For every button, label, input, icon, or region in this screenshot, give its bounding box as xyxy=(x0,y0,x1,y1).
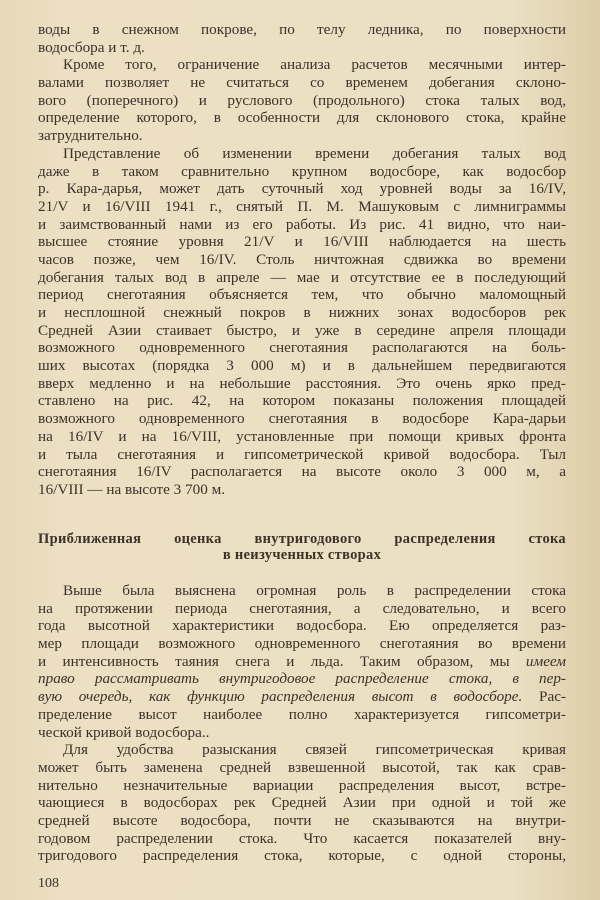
text-segment: и несплошной снежный покров в нижних зонах водосборов рек xyxy=(38,304,566,321)
text-line xyxy=(38,74,566,92)
text-segment: пределение высот наиболее полно характеризуется гипсометри- xyxy=(38,705,566,723)
text-line xyxy=(38,830,566,848)
text-segment: определение которого, в особенности для склонового стока, крайне xyxy=(38,109,566,127)
text-segment: возможного одновременного снеготаяния в водосборе Кара-дарьи xyxy=(38,410,566,428)
text-segment: Для удобства разыскания связей гипсометрическая кривая xyxy=(63,741,566,759)
text-section-2 xyxy=(38,582,566,865)
text-segment: и тыла снеготаяния и гипсометрической кривой водосбора. Тыл xyxy=(38,445,566,463)
text-segment: возможного одновременного снеготаяния располагаются на боль- xyxy=(38,339,566,357)
text-line xyxy=(38,724,566,742)
text-segment: ставлено на рис. 42, на котором показаны положения площадей xyxy=(38,392,566,410)
text-line xyxy=(38,741,566,759)
text-line xyxy=(38,392,566,410)
text-line xyxy=(38,39,566,57)
text-segment: 16/VIII — на высоте 3 700 м. xyxy=(38,480,226,498)
text-segment: нительно незначительные вариации распределения высот, встре- xyxy=(38,776,566,794)
page-number: 108 xyxy=(38,876,59,891)
text-line xyxy=(38,582,566,600)
text-line xyxy=(38,180,566,198)
text-segment: года высотной характеристики водосбора. Ею определяется раз- xyxy=(38,617,566,635)
italic-text: имеем xyxy=(525,652,566,670)
text-segment: может быть заменена средней взвешенной высотой, так как срав- xyxy=(38,758,566,776)
text-line xyxy=(38,269,566,287)
text-line xyxy=(38,463,566,481)
heading-line-2: в неизученных створах xyxy=(222,547,382,563)
text-segment: добегания талых вод в апреле — мае и отсутствие ее в последующий xyxy=(38,268,566,286)
text-segment: даже в таком сравнительно крупном водосборе, как водосбор xyxy=(38,162,566,180)
text-line xyxy=(38,688,566,706)
text-segment: затруднительно. xyxy=(38,127,143,145)
text-line xyxy=(38,92,566,110)
text-line xyxy=(38,410,566,428)
italic-text: вую очередь, как функцию распределения высот в водосборе. xyxy=(38,688,523,706)
text-segment: и заимствованный нами из его работы. Из рис. 41 видно, что наи- xyxy=(38,215,566,233)
text-line xyxy=(38,233,566,251)
text-segment: р. Кара-дарья, может дать суточный ход уровней воды за 16/IV, xyxy=(38,180,566,198)
text-segment: вого (поперечного) и руслового (продольного) стока талых вод, xyxy=(38,91,566,109)
text-line xyxy=(38,759,566,777)
text-segment: валами позволяет не считаться со временем добегания склоно- xyxy=(38,74,566,92)
text-line xyxy=(38,286,566,304)
text-segment: часов позже, чем 16/IV. Столь ничтожная сдвижка во времени xyxy=(38,250,566,268)
text-line xyxy=(38,304,566,322)
text-line xyxy=(38,375,566,393)
text-segment: Рас- xyxy=(522,688,566,706)
text-line xyxy=(38,635,566,653)
text-line xyxy=(38,127,566,145)
text-line xyxy=(38,21,566,39)
text-segment: вверх медленно и на небольшие расстояния. Это очень ярко пред- xyxy=(38,374,566,392)
text-segment: и интенсивность таяния снега и льда. Таким образом, мы xyxy=(38,652,526,670)
text-segment: годовом распределении стока. Что касается показателей вну- xyxy=(38,829,566,847)
text-line xyxy=(38,481,566,499)
text-section-1 xyxy=(38,21,566,499)
text-line xyxy=(38,163,566,181)
text-line xyxy=(38,670,566,688)
text-line xyxy=(38,428,566,446)
text-segment: снеготаяния 16/IV располагается на высоте около 3 000 м, а xyxy=(38,463,566,481)
text-line xyxy=(38,777,566,795)
text-segment: Кроме того, ограничение анализа расчетов месячными интер- xyxy=(63,56,566,74)
text-segment: средней высоте водосбора, почти не сказываются на внутри- xyxy=(38,811,566,829)
text-segment: чающиеся в водосборах рек Средней Азии при одной и той же xyxy=(38,794,566,812)
text-segment: воды в снежном покрове, по телу ледника, по поверхности xyxy=(38,21,566,38)
text-line xyxy=(38,706,566,724)
text-line xyxy=(38,109,566,127)
text-segment: тригодового распределения стока, которые, с одной стороны, xyxy=(38,847,566,865)
italic-text: право рассматривать внутригодовое распределение стока, в пер- xyxy=(38,670,566,688)
text-segment: 21/V и 16/VIII 1941 г., снятый П. М. Машуковым с лимниграммы xyxy=(38,197,566,215)
text-segment: водосбора и т. д. xyxy=(38,38,145,56)
text-line xyxy=(38,653,566,671)
text-segment: высшее стояние уровня 21/V и 16/VIII наблюдается на шесть xyxy=(38,233,566,251)
text-segment: ческой кривой водосбора.. xyxy=(38,723,210,741)
text-segment: ших высотах (порядка 3 000 м) и в дальнейшем передвигаются xyxy=(38,357,566,375)
text-segment: Выше была выяснена огромная роль в распределении стока xyxy=(63,582,566,599)
text-line xyxy=(38,322,566,340)
text-segment: Представление об изменении времени добегания талых вод xyxy=(63,144,566,162)
text-line xyxy=(38,216,566,234)
text-segment: на протяжении периода снеготаяния, а следовательно, и всего xyxy=(38,599,566,617)
text-line xyxy=(38,847,566,865)
heading-line-1: Приближенная оценка внутригодового распределения стока xyxy=(38,531,566,547)
text-line xyxy=(38,145,566,163)
text-line xyxy=(38,357,566,375)
text-line xyxy=(38,56,566,74)
text-line xyxy=(38,446,566,464)
section-heading xyxy=(38,531,566,563)
text-line xyxy=(38,812,566,830)
text-segment: на 16/IV и на 16/VIII, установленные при помощи кривых фронта xyxy=(38,427,566,445)
text-segment: Средней Азии стаивает быстро, и уже в середине апреля площади xyxy=(38,321,566,339)
text-line xyxy=(38,339,566,357)
text-line xyxy=(38,198,566,216)
text-line xyxy=(38,600,566,618)
text-line xyxy=(38,617,566,635)
text-line xyxy=(38,794,566,812)
text-line xyxy=(38,251,566,269)
text-segment: период снеготаяния объясняется тем, что обычно маломощный xyxy=(38,286,566,304)
text-segment: мер площади возможного одновременного снеготаяния во времени xyxy=(38,635,566,653)
